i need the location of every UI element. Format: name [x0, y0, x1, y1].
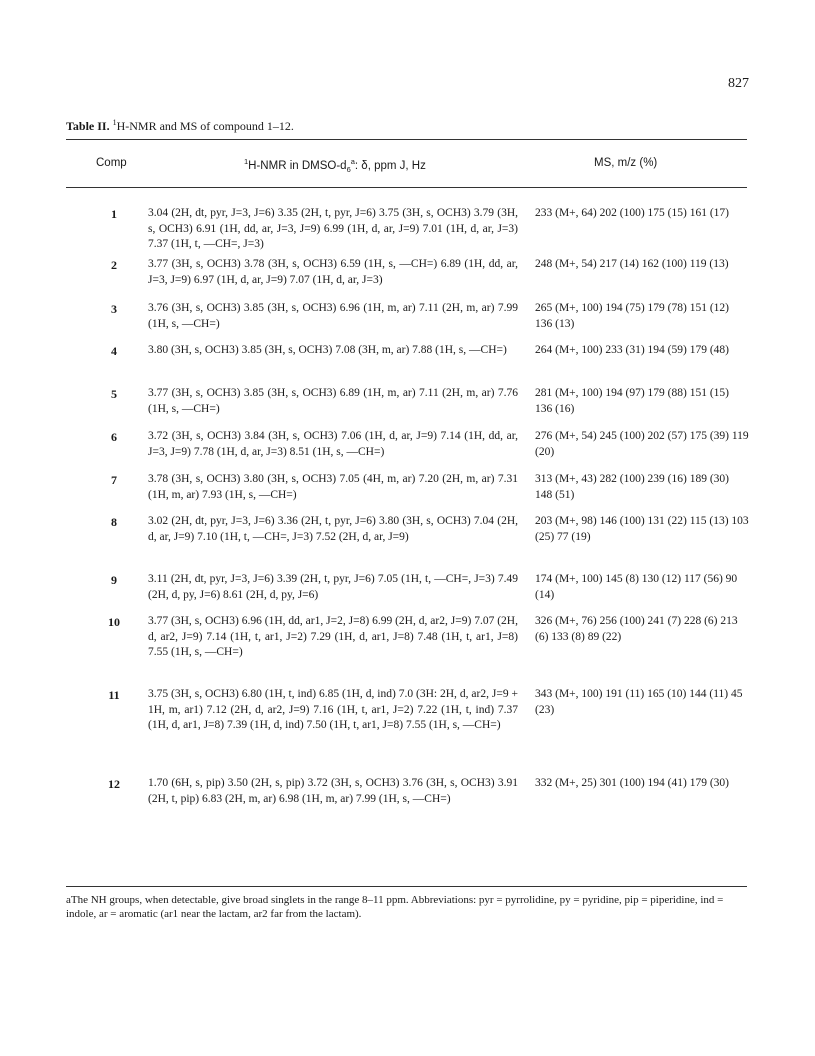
comp-number: 11 [108, 688, 120, 702]
table-row [66, 386, 747, 429]
ms-data: 233 (M+, 64) 202 (100) 175 (15) 161 (17) [535, 207, 729, 219]
table-footnote: aThe NH groups, when detectable, give broad singlets in the range 8–11 ppm. Abbreviations: pyr = pyrrolidine, py = pyridine, pip = piperidine, ind = indole, ar = aromatic (ar1 near the lactam, ar2 far from the lactam). [66, 894, 724, 920]
comp-number: 10 [108, 615, 120, 629]
table-row [66, 343, 747, 386]
table-row [66, 614, 747, 687]
header-nmr-sup2: a [350, 157, 355, 166]
caption-text: H-NMR and MS of compound 1–12. [116, 119, 294, 133]
header-nmr-main: H-NMR in DMSO-d [248, 159, 347, 172]
ms-data: 203 (M+, 98) 146 (100) 131 (22) 115 (13) 103 (25) 77 (19) [535, 515, 749, 543]
ms-data: 343 (M+, 100) 191 (11) 165 (10) 144 (11) 45 (23) [535, 688, 743, 716]
table-row [66, 514, 747, 572]
nmr-data: 3.02 (2H, dt, pyr, J=3, J=6) 3.36 (2H, t, pyr, J=6) 3.80 (3H, s, OCH3) 7.04 (2H, d, ar, J=9) 7.10 (1H, t, —CH=, J=3) 7.52 (2H, d, ar, J=9) [148, 515, 518, 543]
nmr-data: 1.70 (6H, s, pip) 3.50 (2H, s, pip) 3.72 (3H, s, OCH3) 3.76 (3H, s, OCH3) 3.91 (2H, t, pip) 6.83 (2H, m, ar) 6.98 (1H, m, ar) 7.99 (1H, s, —CH=) [148, 777, 518, 805]
comp-number: 4 [111, 344, 117, 358]
table-row [66, 572, 747, 614]
page-number: 827 [728, 76, 749, 91]
nmr-data: 3.76 (3H, s, OCH3) 3.85 (3H, s, OCH3) 6.96 (1H, m, ar) 7.11 (2H, m, ar) 7.99 (1H, s, —CH=) [148, 302, 518, 330]
comp-number: 12 [108, 777, 120, 791]
header-rule [66, 187, 747, 188]
nmr-data: 3.80 (3H, s, OCH3) 3.85 (3H, s, OCH3) 7.08 (3H, m, ar) 7.88 (1H, s, —CH=) [148, 344, 507, 356]
caption-superscript: 1 [112, 118, 117, 127]
nmr-data: 3.77 (3H, s, OCH3) 3.78 (3H, s, OCH3) 6.59 (1H, s, —CH=) 6.89 (1H, dd, ar, J=3, J=9) 6.97 (1H, d, ar, J=9) 7.07 (1H, d, ar, J=3) [148, 258, 518, 286]
table-row [66, 472, 747, 514]
comp-number: 9 [111, 573, 117, 587]
ms-data: 264 (M+, 100) 233 (31) 194 (59) 179 (48) [535, 344, 729, 356]
caption-label: Table II. [66, 119, 110, 133]
nmr-data: 3.77 (3H, s, OCH3) 3.85 (3H, s, OCH3) 6.89 (1H, m, ar) 7.11 (2H, m, ar) 7.76 (1H, s, —CH=) [148, 387, 518, 415]
comp-number: 3 [111, 302, 117, 316]
table-row [66, 776, 747, 836]
comp-number: 6 [111, 430, 117, 444]
nmr-data: 3.75 (3H, s, OCH3) 6.80 (1H, t, ind) 6.85 (1H, d, ind) 7.0 (3H: 2H, d, ar2, J=9 + 1H, m, ar1) 7.12 (2H, d, ar2, J=9) 7.16 (1H, t, ar1, J=2) 7.22 (1H, t, ind) 7.37 (1H, d, ar1, J=8) 7.39 (1H, d, ind) 7.50 (1H, t, ar1, J=8) 7.55 (1H, s, —CH=) [148, 688, 518, 731]
ms-data: 265 (M+, 100) 194 (75) 179 (78) 151 (12) 136 (13) [535, 302, 729, 330]
ms-data: 326 (M+, 76) 256 (100) 241 (7) 228 (6) 213 (6) 133 (8) 89 (22) [535, 615, 738, 643]
ms-data: 248 (M+, 54) 217 (14) 162 (100) 119 (13) [535, 258, 729, 270]
comp-number: 5 [111, 387, 117, 401]
ms-data: 332 (M+, 25) 301 (100) 194 (41) 179 (30) [535, 777, 729, 789]
ms-data: 276 (M+, 54) 245 (100) 202 (57) 175 (39) 119 (20) [535, 430, 749, 458]
bottom-rule [66, 886, 747, 887]
table-caption [66, 118, 294, 134]
header-nmr [244, 157, 426, 174]
nmr-data: 3.78 (3H, s, OCH3) 3.80 (3H, s, OCH3) 7.05 (4H, m, ar) 7.20 (2H, m, ar) 7.31 (1H, m, ar) 7.93 (1H, s, —CH=) [148, 473, 518, 501]
comp-number: 1 [111, 207, 117, 221]
header-nmr-sub: 6 [346, 165, 351, 175]
table-body [66, 206, 747, 836]
ms-data: 174 (M+, 100) 145 (8) 130 (12) 117 (56) 90 (14) [535, 573, 738, 601]
comp-number: 2 [111, 258, 117, 272]
table-row [66, 206, 747, 257]
nmr-data: 3.04 (2H, dt, pyr, J=3, J=6) 3.35 (2H, t, pyr, J=6) 3.75 (3H, s, OCH3) 3.79 (3H, s, OCH3) 6.91 (1H, dd, ar, J=3, J=9) 6.99 (1H, d, ar, J=9) 7.01 (1H, d, ar, J=3) 7.37 (1H, t, —CH=, J=3) [148, 207, 518, 250]
nmr-data: 3.72 (3H, s, OCH3) 3.84 (3H, s, OCH3) 7.06 (1H, d, ar, J=9) 7.14 (1H, dd, ar, J=3, J=9) 7.78 (1H, d, ar, J=3) 8.51 (1H, s, —CH=) [148, 430, 518, 458]
table-row [66, 687, 747, 776]
header-comp: Comp [96, 157, 127, 169]
header-nmr-rest: : δ, ppm J, Hz [354, 159, 426, 172]
comp-number: 8 [111, 515, 117, 529]
nmr-data: 3.77 (3H, s, OCH3) 6.96 (1H, dd, ar1, J=2, J=8) 6.99 (2H, d, ar2, J=9) 7.07 (2H, d, ar2, J=9) 7.14 (1H, t, ar1, J=2) 7.29 (1H, d, ar1, J=8) 7.48 (1H, t, ar1, J=8) 7.55 (1H, s, —CH=) [148, 615, 518, 658]
comp-number: 7 [111, 473, 117, 487]
nmr-data: 3.11 (2H, dt, pyr, J=3, J=6) 3.39 (2H, t, pyr, J=6) 7.05 (1H, t, —CH=, J=3) 7.49 (2H, d, py, J=6) 8.61 (2H, d, py, J=6) [148, 573, 518, 601]
table-row [66, 257, 747, 301]
ms-data: 313 (M+, 43) 282 (100) 239 (16) 189 (30) 148 (51) [535, 473, 729, 501]
header-ms: MS, m/z (%) [594, 157, 658, 169]
top-rule [66, 139, 747, 140]
ms-data: 281 (M+, 100) 194 (97) 179 (88) 151 (15) 136 (16) [535, 387, 729, 415]
table-row [66, 301, 747, 343]
table-row [66, 429, 747, 472]
header-nmr-sup: 1 [244, 157, 249, 166]
